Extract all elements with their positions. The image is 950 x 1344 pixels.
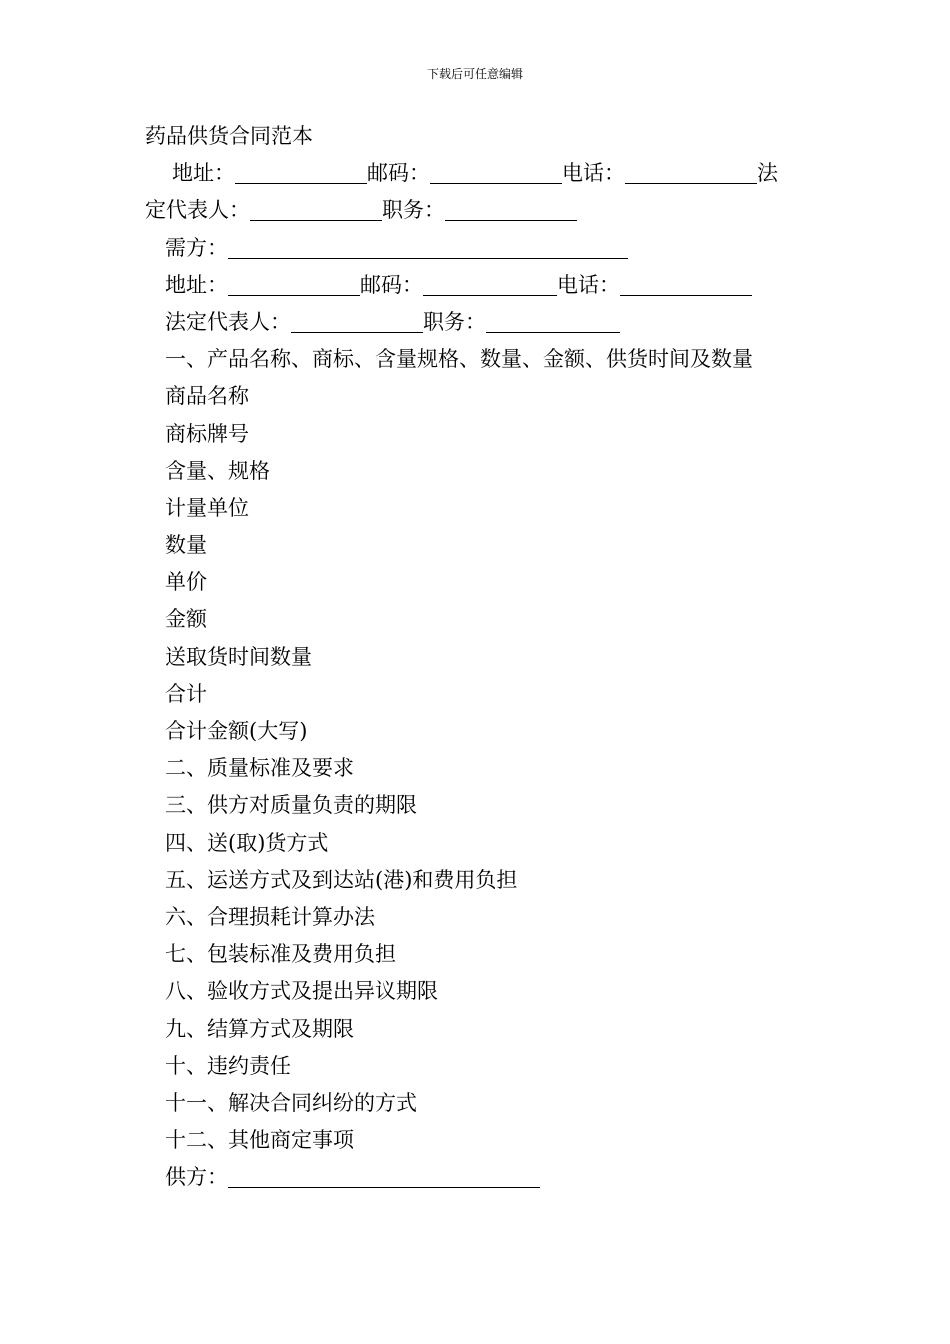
buyer-legal-rep-label: 法定代表人： (165, 309, 291, 334)
product-field: 送取货时间数量 (165, 644, 312, 669)
signature-supplier-blank (228, 1166, 540, 1188)
section-heading: 四、送(取)货方式 (165, 830, 329, 855)
section-heading: 一、产品名称、商标、含量规格、数量、金额、供货时间及数量 (165, 347, 753, 372)
supplier-address-blank (235, 162, 367, 184)
product-field: 含量、规格 (165, 458, 270, 483)
product-field: 数量 (165, 533, 207, 558)
section-heading: 八、验收方式及提出异议期限 (165, 979, 438, 1004)
section-heading: 七、包装标准及费用负担 (165, 942, 396, 967)
supplier-position-label: 职务： (382, 198, 445, 223)
section-heading: 十一、解决合同纠纷的方式 (165, 1090, 417, 1115)
contract-document (145, 118, 810, 1196)
section-heading: 十二、其他商定事项 (165, 1128, 354, 1153)
buyer-phone-label: 电话： (557, 272, 620, 297)
product-field: 单价 (165, 570, 207, 595)
product-field: 计量单位 (165, 495, 249, 520)
signature-line (145, 1159, 810, 1196)
contract-title: 药品供货合同范本 (145, 124, 313, 148)
supplier-zip-blank (430, 162, 562, 184)
supplier-legal-rep-line (145, 192, 810, 229)
buyer-position-blank (486, 311, 620, 333)
buyer-zip-label: 邮码： (360, 272, 423, 297)
buyer-contact-line (145, 267, 810, 304)
supplier-position-blank (445, 199, 577, 221)
section-heading: 三、供方对质量负责的期限 (165, 793, 417, 818)
signature-supplier-label: 供方： (165, 1165, 228, 1190)
section-heading: 五、运送方式及到达站(港)和费用负担 (165, 867, 518, 892)
header-note: 下载后可任意编辑 (426, 67, 523, 81)
buyer-address-label: 地址： (165, 272, 228, 297)
supplier-phone-label: 电话： (562, 161, 625, 186)
buyer-blank (228, 237, 628, 259)
buyer-phone-blank (620, 274, 752, 296)
product-field: 商标牌号 (165, 421, 249, 446)
buyer-address-blank (228, 274, 360, 296)
section-heading: 九、结算方式及期限 (165, 1016, 354, 1041)
supplier-legal-rep-blank (250, 199, 382, 221)
buyer-line (145, 230, 810, 267)
section-heading: 二、质量标准及要求 (165, 756, 354, 781)
product-field: 合计金额(大写) (165, 719, 308, 743)
section-heading: 六、合理损耗计算办法 (165, 904, 375, 929)
supplier-address-label: 地址： (172, 161, 235, 186)
buyer-zip-blank (423, 274, 557, 296)
supplier-legal-rep-label: 定代表人： (145, 198, 250, 223)
product-field: 金额 (165, 607, 207, 632)
product-field: 合计 (165, 681, 207, 706)
buyer-legal-rep-line (145, 304, 810, 341)
supplier-contact-line (145, 155, 810, 192)
buyer-label: 需方： (165, 235, 228, 260)
section-heading: 十、违约责任 (165, 1053, 291, 1078)
buyer-position-label: 职务： (423, 309, 486, 334)
supplier-legal-rep-wrap-start: 法 (757, 161, 778, 186)
supplier-phone-blank (625, 162, 757, 184)
supplier-zip-label: 邮码： (367, 161, 430, 186)
product-field: 商品名称 (165, 384, 249, 409)
buyer-legal-rep-blank (291, 311, 423, 333)
